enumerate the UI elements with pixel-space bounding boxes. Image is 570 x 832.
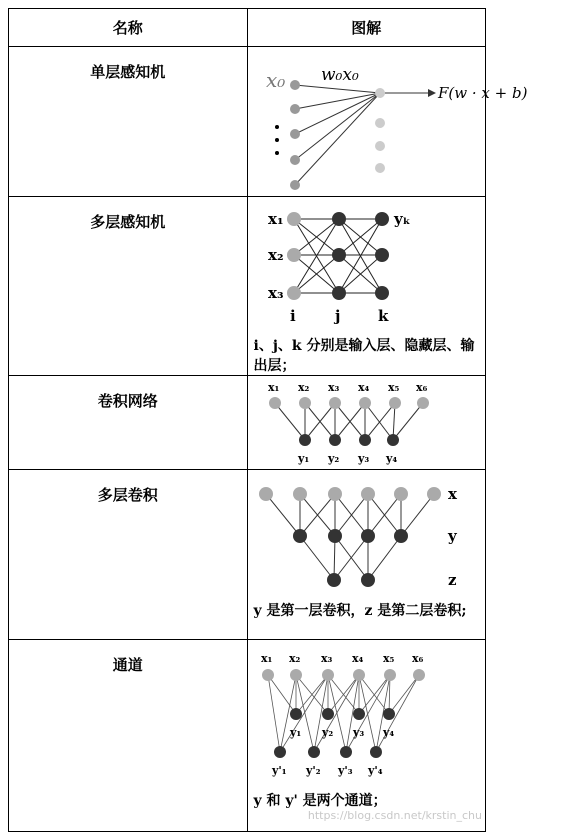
header-name: 名称 [9,9,248,47]
conv-diagram [248,376,570,468]
y-label: y₃ [352,726,364,739]
y-prime-label: y'₁ [271,764,287,777]
x-label: x₄ [357,381,369,394]
x-layer-label: x [447,485,457,503]
row-name: 多层感知机 [9,197,248,376]
figure-cell [247,640,486,832]
x-label: x₁ [260,652,272,665]
input-node [290,104,300,114]
figure-cell [247,376,486,470]
input-node [287,286,301,300]
x-label: x₂ [288,652,300,665]
output-node [375,286,389,300]
y-label: y₄ [382,726,394,739]
y-prime-label: y'₂ [305,764,321,777]
figure-cell [247,470,486,640]
y-layer-label: y [447,527,457,545]
row-name: 卷积网络 [9,376,248,470]
k-label: k [377,307,388,325]
x-label: x₁ [267,381,279,394]
x-label: x₅ [387,381,399,394]
yk-label: yₖ [393,210,411,228]
y-label: y₁ [289,726,301,739]
header-figure: 图解 [247,9,486,47]
j-label: j [334,307,340,325]
x-label: x₆ [415,381,427,394]
single-perceptron-diagram [248,47,570,195]
x0-label: x₀ [265,68,285,92]
hidden-node [332,248,346,262]
row-name: 通道 [9,640,248,832]
i-label: i [289,307,296,325]
hidden-node [332,286,346,300]
multilayer-conv-diagram [248,470,570,596]
y-label: y₃ [357,452,369,465]
row-name: 多层卷积 [9,470,248,640]
input-node [290,80,300,90]
y-prime-label: y'₄ [367,764,383,777]
y-label: y₂ [321,726,333,739]
input-node [287,212,301,226]
x2-label: x₂ [267,246,284,264]
y-label: y₂ [327,452,339,465]
input-node [290,180,300,190]
comparison-table [8,8,527,832]
conv-caption: y 是第一层卷积，z 是第二层卷积; [253,603,467,619]
channels-caption: y 和 y' 是两个通道； [253,793,387,809]
watermark: https://blog.csdn.net/krstin_chu [307,809,482,822]
row-name: 单层感知机 [9,47,248,197]
output-node [375,248,389,262]
x-label: x₃ [327,381,339,394]
x1-label: x₁ [267,210,284,228]
output-label: F(w · x + b) [437,84,527,102]
output-node [375,212,389,226]
channels-diagram [248,640,570,780]
x-label: x₃ [320,652,332,665]
x-label: x₂ [297,381,309,394]
z-layer-label: z [447,571,457,589]
y-label: y₄ [385,452,397,465]
weight-label: w₀x₀ [320,65,359,85]
input-node [287,248,301,262]
mlp-diagram [248,197,570,325]
input-node [290,129,300,139]
x-label: x₆ [411,652,423,665]
y-prime-label: y'₃ [337,764,353,777]
figure-cell [247,197,486,376]
output-node [375,88,385,98]
x3-label: x₃ [267,284,284,302]
y-label: y₁ [297,452,309,465]
x-label: x₄ [351,652,363,665]
hidden-node [332,212,346,226]
x-label: x₅ [382,652,394,665]
mlp-caption: i、j、k 分别是输入层、隐藏层、输出层； [253,338,475,374]
input-node [290,155,300,165]
figure-cell [247,47,527,197]
